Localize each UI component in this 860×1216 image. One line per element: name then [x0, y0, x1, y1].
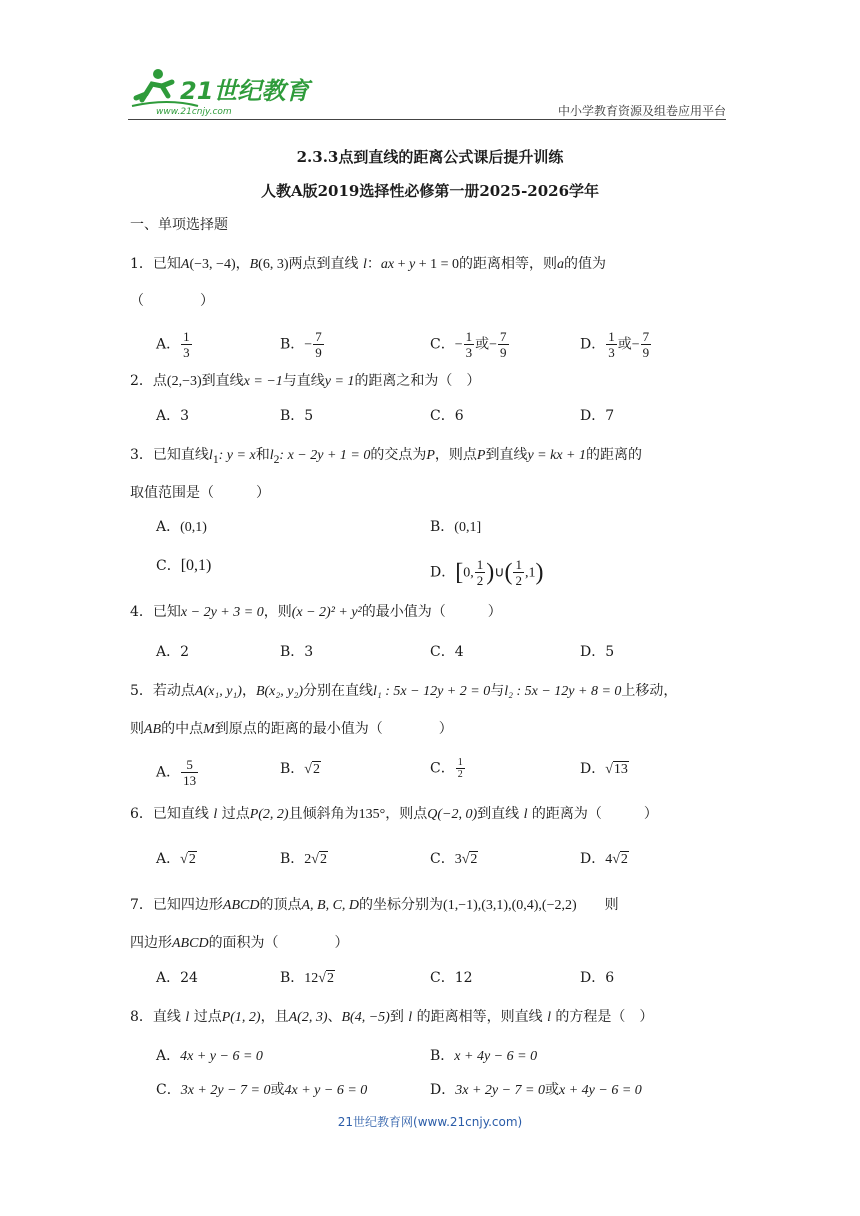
- q6-option-b[interactable]: B．2√2: [280, 851, 327, 867]
- question-7-line2: 四边形ABCD的面积为（ ）: [130, 935, 349, 951]
- q4-option-a[interactable]: A．2: [156, 644, 190, 660]
- question-5: 5．若动点A(x₁, y₁)，B(x₂, y₂)分别在直线l₁ : 5x − 12y + 2 = 0与l₂ : 5x − 12y + 8 = 0上移动，: [130, 683, 678, 699]
- logo-text: 21世纪教育: [180, 77, 310, 105]
- platform-label: 中小学教育资源及组卷应用平台: [557, 104, 726, 118]
- q-number: 1．: [130, 256, 153, 272]
- question-7: 7．已知四边形ABCD的顶点A, B, C, D的坐标分别为(1,−1),(3,1),(0,4),(−2,2) 则: [130, 897, 619, 913]
- q6-option-a[interactable]: A．√2: [156, 851, 196, 867]
- q7-option-c[interactable]: C．12: [430, 970, 473, 986]
- question-2: 2．点(2,−3)到直线x = −1与直线y = 1的距离之和为（ ）: [130, 373, 481, 389]
- q8-option-c[interactable]: C．3x + 2y − 7 = 0或4x + y − 6 = 0: [156, 1082, 368, 1098]
- q7-option-b[interactable]: B．12√2: [280, 970, 334, 986]
- q4-option-c[interactable]: C．4: [430, 644, 464, 660]
- q8-option-b[interactable]: B．x + 4y − 6 = 0: [430, 1048, 538, 1064]
- question-6: 6．已知直线 l 过点P(2, 2)且倾斜角为135°，则点Q(−2, 0)到直线 l 的距离为（ ）: [130, 806, 658, 822]
- q3-option-a[interactable]: A．(0,1): [156, 519, 207, 535]
- question-5-line2: 则AB的中点M到原点的距离的最小值为（ ）: [130, 721, 453, 737]
- q2-option-c[interactable]: C．6: [430, 408, 464, 424]
- question-1-blank: （ ）: [130, 293, 214, 309]
- page-title: 2.3.3点到直线的距离公式课后提升训练: [296, 148, 564, 166]
- q2-option-b[interactable]: B．5: [280, 408, 314, 424]
- question-3-line2: 取值范围是（ ）: [130, 485, 270, 501]
- q5-option-d[interactable]: D．√13: [580, 761, 628, 777]
- q5-option-b[interactable]: B．√2: [280, 761, 320, 777]
- q2-option-d[interactable]: D．7: [580, 408, 615, 424]
- q1-option-b[interactable]: B．− $\frac{7}{9}$: [280, 329, 322, 360]
- q3-option-c[interactable]: C．[0,1): [156, 557, 212, 574]
- q4-option-d[interactable]: D．5: [580, 644, 615, 660]
- question-3: 3．已知直线$l_1$: y = x和$l_2$: x − 2y + 1 = 0的交点为P，则点P到直线y = kx + 1的距离的: [130, 447, 643, 466]
- q8-option-d[interactable]: D．3x + 2y − 7 = 0或x + 4y − 6 = 0: [430, 1082, 642, 1098]
- q4-option-b[interactable]: B．3: [280, 644, 314, 660]
- question-1: 1．已知A(−3, −4)，B(6, 3)两点到直线 l：ax + y + 1 = 0的距离相等，则a的值为: [130, 256, 606, 272]
- question-4: 4．已知x − 2y + 3 = 0，则(x − 2)² + y²的最小值为（ ）: [130, 604, 502, 620]
- q5-option-a[interactable]: A． $\frac{5}{13}$: [156, 757, 197, 788]
- question-8: 8．直线 l 过点P(1, 2)，且A(2, 3)、B(4, −5)到 l 的距离相等，则直线 l 的方程是（ ）: [130, 1009, 654, 1025]
- footer-link[interactable]: 21世纪教育网(www.21cnjy.com): [337, 1115, 523, 1129]
- q3-option-d[interactable]: D．[0, $\frac{1}{2}$ )∪( $\frac{1}{2}$ ,1): [430, 557, 544, 588]
- q5-option-c[interactable]: C． $\frac{1}{2}$: [430, 757, 463, 780]
- q2-option-a[interactable]: A．3: [156, 408, 190, 424]
- site-logo: [128, 62, 318, 117]
- page-header: [128, 62, 726, 120]
- q1-option-a[interactable]: A． $\frac{1}{3}$: [156, 329, 190, 360]
- q3-option-b[interactable]: B．(0,1]: [430, 519, 482, 535]
- q7-option-d[interactable]: D．6: [580, 970, 615, 986]
- q7-option-a[interactable]: A．24: [156, 970, 198, 986]
- q6-option-d[interactable]: D．4√2: [580, 851, 628, 867]
- page-subtitle: 人教A版2019选择性必修第一册2025-2026学年: [260, 182, 600, 200]
- q1-option-d[interactable]: D． $\frac{1}{3}$ 或− $\frac{7}{9}$: [580, 329, 650, 360]
- header-rule: [128, 119, 726, 120]
- section-heading: 一、单项选择题: [130, 217, 228, 233]
- q6-option-c[interactable]: C．3√2: [430, 851, 478, 867]
- q1-option-c[interactable]: C．− $\frac{1}{3}$ 或− $\frac{7}{9}$: [430, 329, 507, 360]
- logo-url: www.21cnjy.com: [156, 107, 232, 117]
- q8-option-a[interactable]: A．4x + y − 6 = 0: [156, 1048, 263, 1064]
